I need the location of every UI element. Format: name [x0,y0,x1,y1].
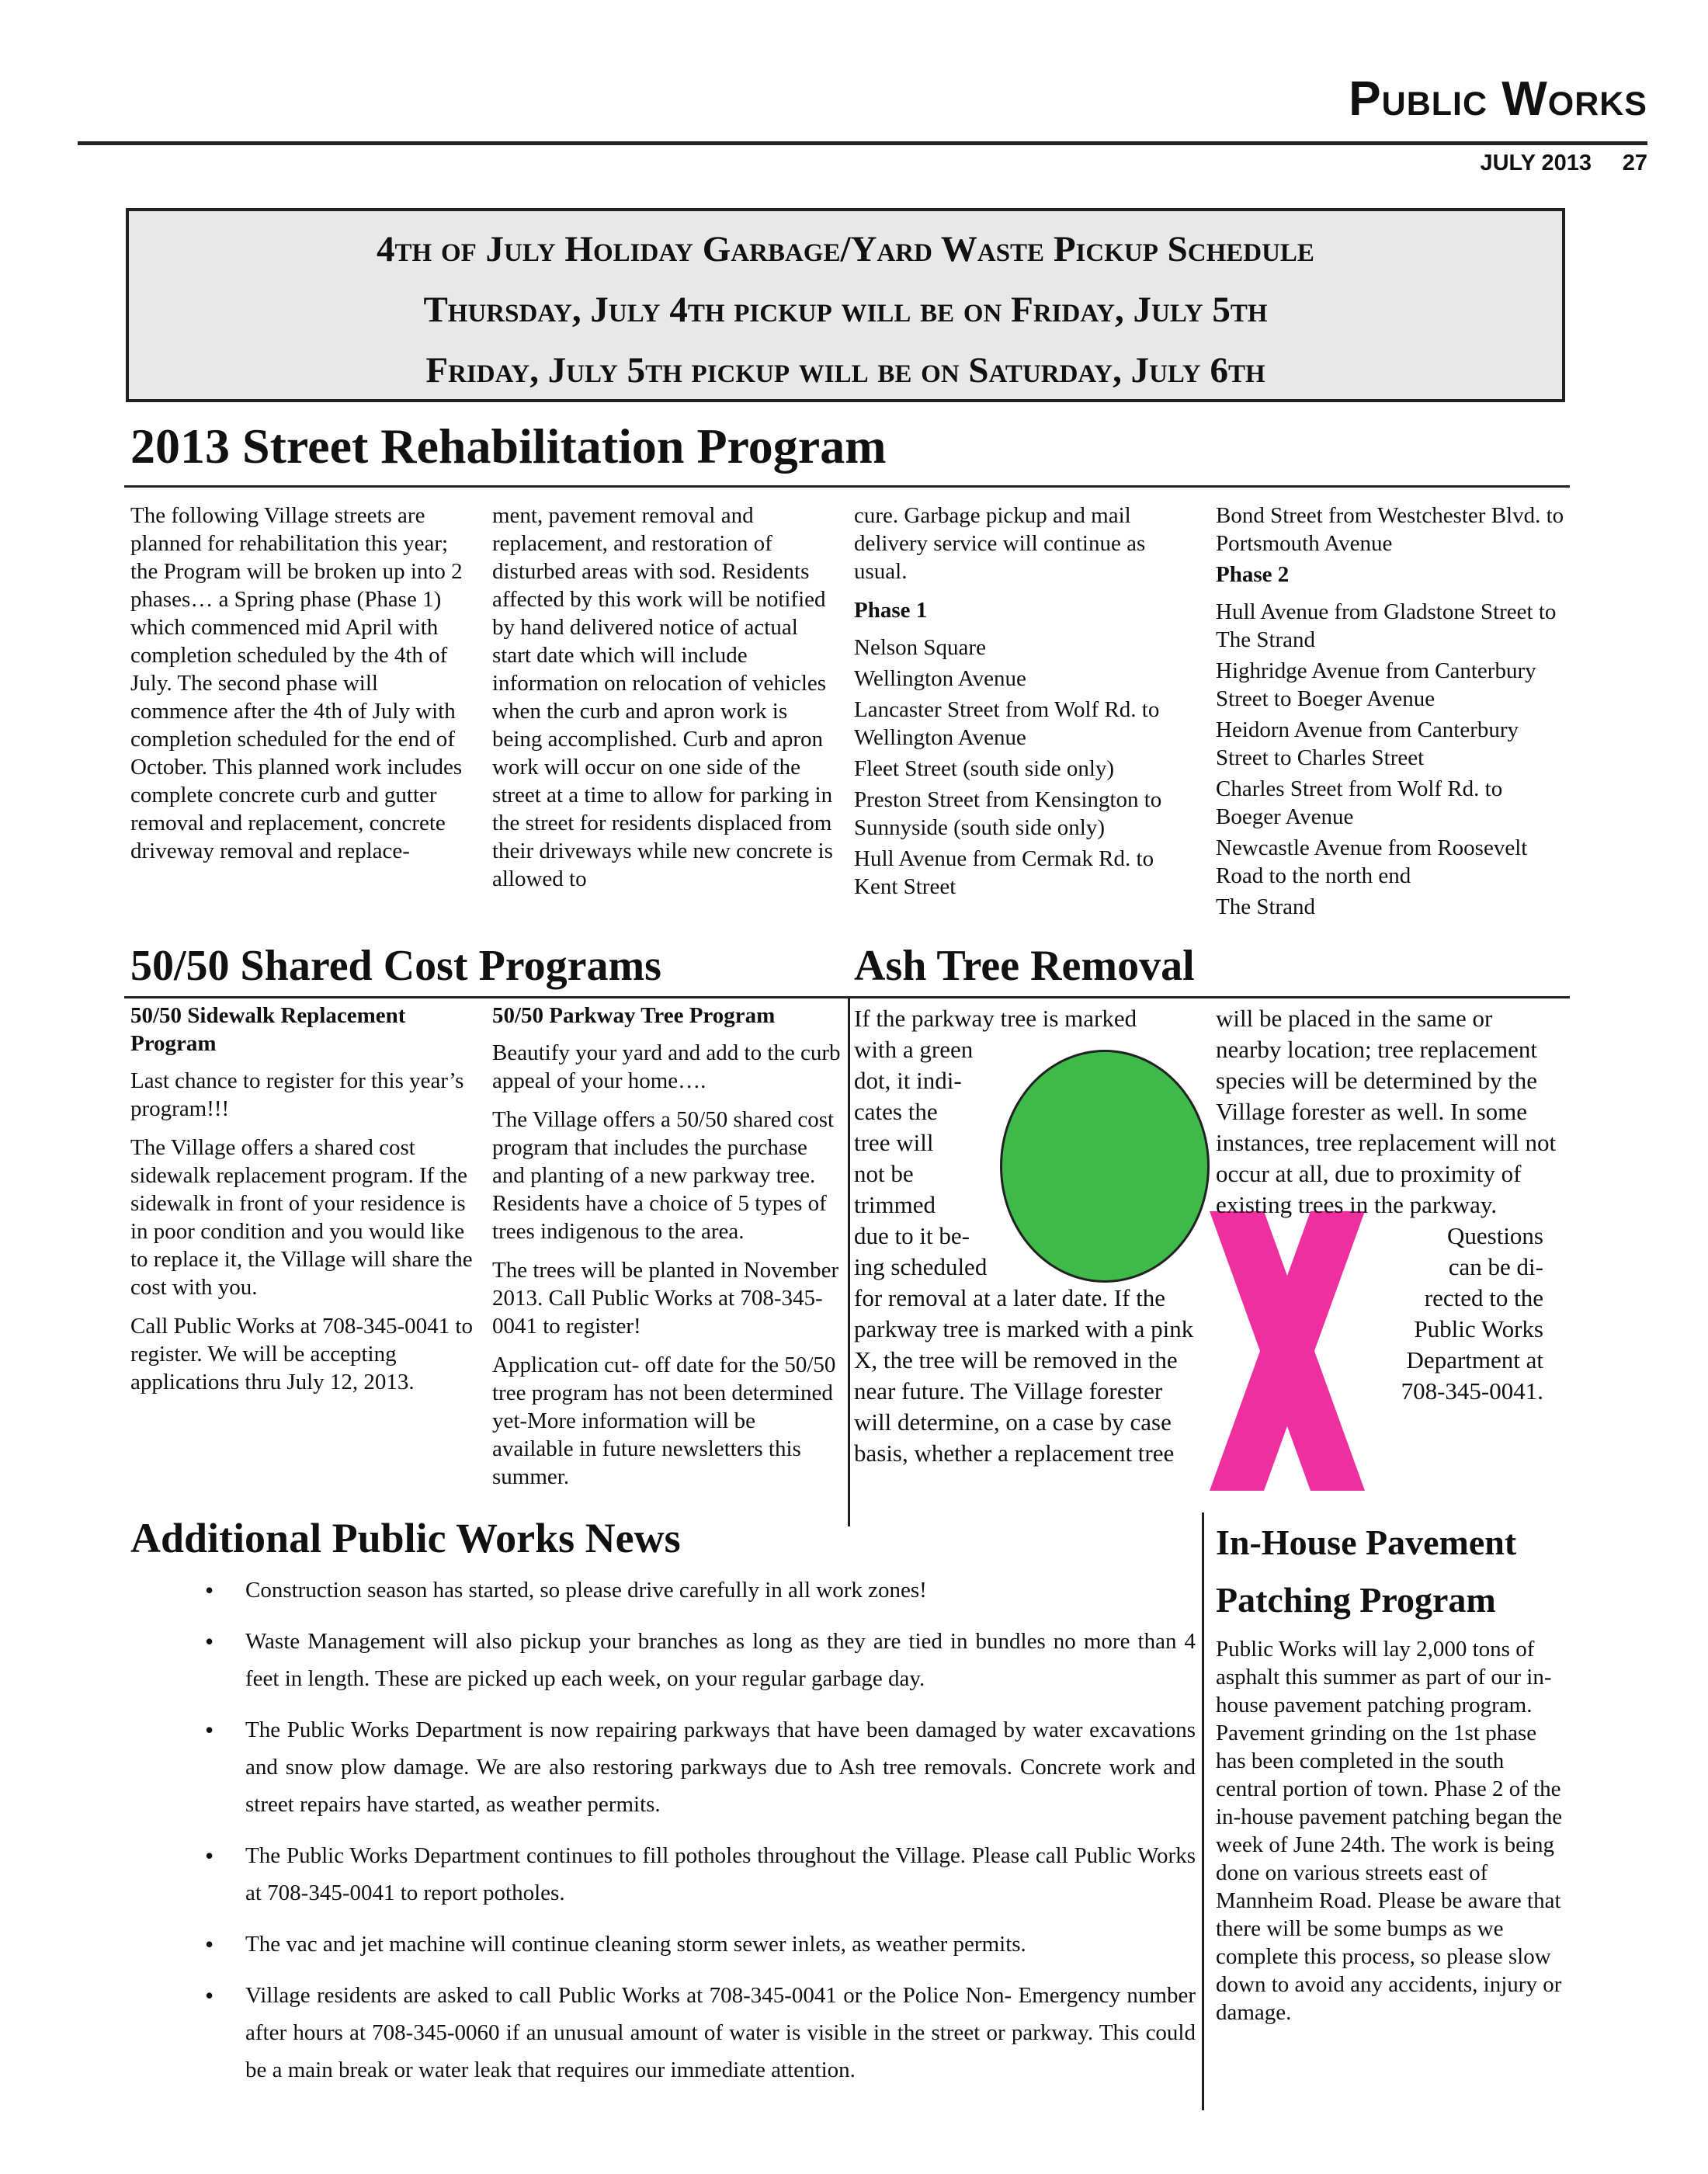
street-program-title: 2013 Street Rehabilitation Program [130,418,887,474]
phase-1-street: Lancaster Street from Wolf Rd. to Wellington Avenue [854,697,1160,750]
section-name: Public Works [1349,72,1647,126]
patching-divider [1202,1512,1204,2110]
street-col-3 [854,502,1199,904]
ash-questions [1216,1221,1557,1407]
street-col-4 [1216,502,1565,924]
page-header [0,0,1708,179]
sidewalk-description: The Village offers a shared cost sidewalk replacement program. If the sidewalk in front of your residence is in poor condition and you would like to replace it, the Village will share the cost with you. [130,1135,473,1300]
phase-1-street: Preston Street from Kensington to Sunnyside (south side only) [854,787,1162,840]
news-item: • Waste Management will also pickup your branches as long as they are tied in bundles no more than 4 feet in length. These are picked up each week, on your regular garbage day. [245,1623,1196,1697]
tree-cutoff: Application cut- off date for the 50/50 tree program has not been determined yet-More information will be available in future newsletters this summer. [492,1353,836,1489]
street-continued-text: ment, pavement removal and replacement, and restoration of disturbed areas with sod. Residents affected by this work will be notified by hand delivered notice of actual start date which will include information on relocation of vehicles when the curb and apron work is being accomplished. Curb and apron work will occur on one side of the street at a time to allow for parking in the street for residents displaced from their driveways while new concrete is allowed to [492,503,833,891]
ash-line: ing scheduled [854,1253,988,1280]
parkway-tree-program [492,1002,842,1502]
ash-line: trimmed [854,1191,936,1218]
street-title-rule [124,485,1570,488]
phase-1-street: Hull Avenue from Cermak Rd. to Kent Street [854,846,1154,899]
news-list-wrap [130,1571,1196,2103]
news-item: • The vac and jet machine will continue cleaning storm sewer inlets, as weather permits. [245,1926,1196,1963]
tree-planting: The trees will be planted in November 2013. Call Public Works at 708-345-0041 to register! [492,1258,839,1339]
issue-date: JULY 2013 [1480,151,1592,175]
phase-1-street: Bond Street from Westchester Blvd. to Portsmouth Avenue [1216,503,1564,556]
green-dot-icon [1000,1050,1210,1283]
news-item: • The Public Works Department continues to fill potholes throughout the Village. Please call Public Works at 708-345-0041 to report potholes. [245,1837,1196,1912]
patching-title-2: Patching Program [1216,1580,1496,1620]
street-col-1 [130,502,480,876]
news-item: • The Public Works Department is now repairing parkways that have been damaged by water excavations and snow plow damage. We are also restoring parkways due to Ash tree removals. Concrete work and street repairs have started, as weather permits. [245,1711,1196,1823]
tree-description: The Village offers a 50/50 shared cost program that includes the purchase and planting of a new parkway tree. Residents have a choice of 5 types of trees indigenous to the area. [492,1107,835,1244]
ash-q-line: Department at [1406,1346,1543,1374]
patching-title-1: In-House Pavement [1216,1523,1517,1562]
sidewalk-program [130,1002,480,1407]
ash-q-line: can be di- [1448,1253,1543,1280]
ash-tree-title: Ash Tree Removal [854,942,1195,990]
ash-q-line: 708-345-0041. [1401,1377,1543,1405]
phase-2-street: Hull Avenue from Gladstone Street to The Strand [1216,599,1557,652]
ash-line: tree will [854,1129,934,1156]
holiday-schedule-banner [126,208,1565,402]
shared-cost-title: 50/50 Shared Cost Programs [130,942,661,990]
ash-line: dot, it indi- [854,1067,962,1094]
sidewalk-heading: 50/50 Sidewalk Replacement Program [130,1003,406,1056]
news-item: • Village residents are asked to call Public Works at 708-345-0041 or the Police Non- Emergency number after hours at 708-345-0060 if an unusual amount of water is visible in the street or parkway. This could be a main break or water leak that requires our immediate attention. [245,1977,1196,2089]
banner-line-3: Friday, July 5th pickup will be on Saturday, July 6th [425,350,1265,391]
page-number: 27 [1622,151,1647,175]
ash-replacement-text: will be placed in the same or nearby location; tree replacement species will be determined by the Village forester as well. In some instances, tree replacement will not occur at all, due to proximity of existing trees in the parkway. [1216,1005,1557,1218]
patching-section [1216,1514,1565,2026]
ash-line: not be [854,1160,914,1187]
ash-q-line: rected to the [1424,1284,1543,1311]
ash-line: If the parkway tree is marked [854,1005,1137,1032]
phase-2-street: Highridge Avenue from Canterbury Street to Boeger Avenue [1216,658,1536,711]
phase-2-street: Charles Street from Wolf Rd. to Boeger Avenue [1216,776,1503,829]
ash-line: cates the [854,1098,938,1125]
ash-removal-text: for removal at a later date. If the parkway tree is marked with a pink X, the tree will be removed in the near future. The Village forester will determine, on a case by case basis, whether a replacement tree [854,1284,1194,1467]
phase-1-street: Fleet Street (south side only) [854,756,1115,781]
banner-line-2: Thursday, July 4th pickup will be on Friday, July 5th [423,290,1268,330]
phase-1-street: Nelson Square [854,635,986,660]
phase-1-label: Phase 1 [854,598,928,623]
news-item: • Construction season has started, so please drive carefully in all work zones! [245,1571,1196,1609]
ash-col-2 [1216,1003,1557,1407]
phase-2-label: Phase 2 [1216,562,1290,587]
street-col-2 [492,502,842,904]
ash-line: due to it be- [854,1222,970,1249]
phase-2-street: Newcastle Avenue from Roosevelt Road to the north end [1216,835,1528,888]
sidewalk-last-chance: Last chance to register for this year’s program!!! [130,1068,464,1121]
street-cure-text: cure. Garbage pickup and mail delivery service will continue as usual. [854,503,1146,584]
phase-2-street: Heidorn Avenue from Canterbury Street to Charles Street [1216,717,1519,770]
banner-line-1: 4th of July Holiday Garbage/Yard Waste Pickup Schedule [377,229,1314,269]
news-list [130,1571,1196,2089]
sidewalk-register: Call Public Works at 708-345-0041 to register. We will be accepting applications thru July 12, 2013. [130,1314,473,1394]
ash-left-divider [848,998,850,1526]
phase-1-street: Wellington Avenue [854,666,1026,691]
street-intro-text: The following Village streets are planned for rehabilitation this year; the Program will be broken up into 2 phases… a Spring phase (Phase 1) which commenced mid April with completion scheduled by the 4th of July. The second phase will commence after the 4th of July with completion scheduled for the end of October. This planned work includes complete concrete curb and gutter removal and replacement, concrete driveway removal and replace- [130,503,463,863]
phase-2-street: The Strand [1216,894,1316,919]
news-title: Additional Public Works News [130,1515,681,1561]
lower-section-rule [124,996,1570,998]
patching-body: Public Works will lay 2,000 tons of asphalt this summer as part of our in-house pavement patching program. Pavement grinding on the 1st phase has been completed in the south central portion of town. Phase 2 of the in-house pavement patching began the week of June 24th. The work is being done on various streets east of Mannheim Road. Please be aware that there will be some bumps as we complete this process, so please slow down to avoid any accidents, injury or damage. [1216,1637,1563,2025]
ash-line: with a green [854,1036,974,1063]
tree-beautify: Beautify your yard and add to the curb appeal of your home…. [492,1040,841,1093]
ash-q-line: Public Works [1414,1315,1543,1342]
ash-q-line: Questions [1447,1222,1543,1249]
header-rule [78,141,1647,145]
tree-heading: 50/50 Parkway Tree Program [492,1003,776,1028]
